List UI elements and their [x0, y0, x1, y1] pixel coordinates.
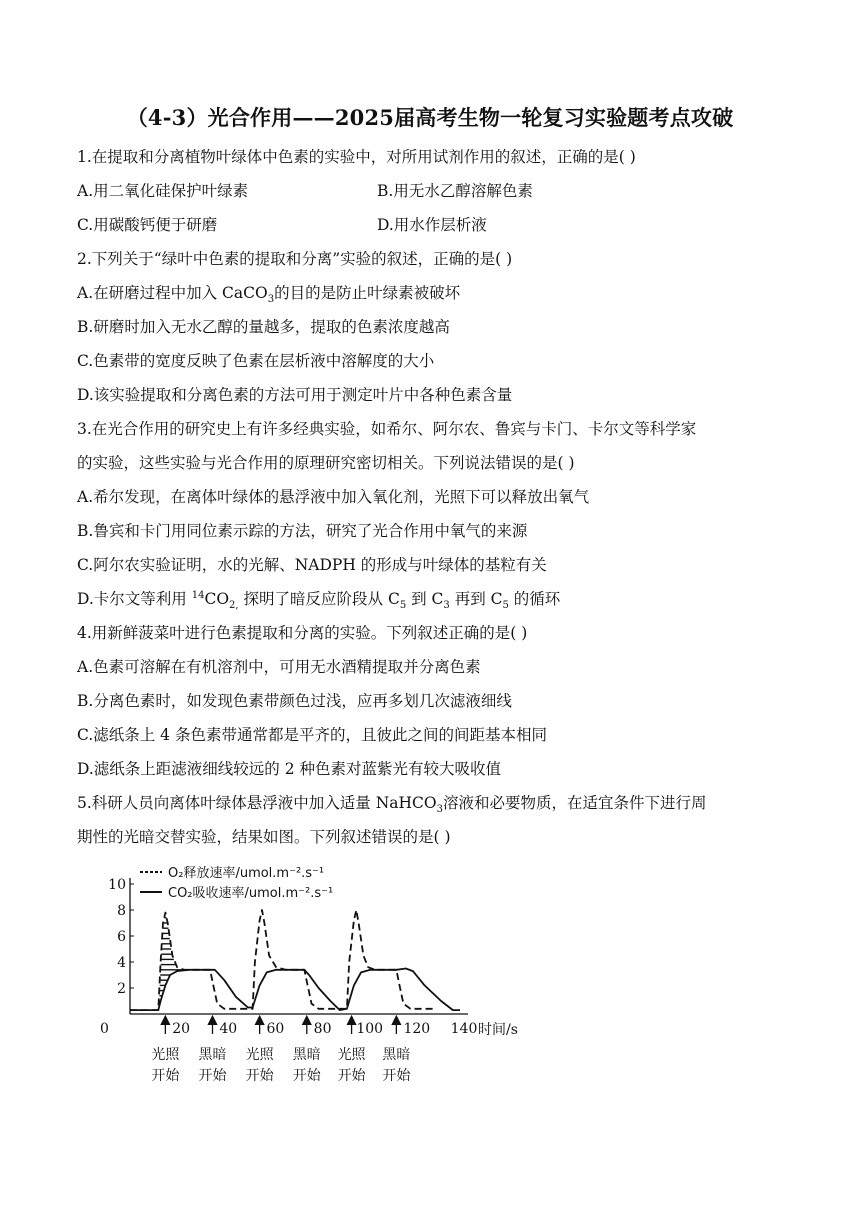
- rate-chart: [80, 852, 530, 1092]
- event-label: 黑暗: [382, 1047, 411, 1063]
- q4-stem: 4.用新鲜菠菜叶进行色素提取和分离的实验。下列叙述正确的是( ): [77, 624, 528, 642]
- q5-stem-line1: 5.科研人员向离体叶绿体悬浮液中加入适量 NaHCO$_3$溶液和必要物质，在适宜条件下进行周: [77, 794, 707, 816]
- q2-stem: 2.下列关于“绿叶中色素的提取和分离”实验的叙述，正确的是( ): [77, 250, 513, 268]
- q3-option-b: B.鲁宾和卡门用同位素示踪的方法，研究了光合作用中氧气的来源: [77, 522, 528, 540]
- event-label: 开始: [245, 1068, 274, 1084]
- q3-option-a: A.希尔发现，在离体叶绿体的悬浮液中加入氧化剂，光照下可以释放出氧气: [77, 488, 590, 506]
- q4-option-b: B.分离色素时，如发现色素带颜色过浅，应再多划几次滤液细线: [77, 692, 512, 710]
- x-axis-label: 时间/s: [478, 1022, 518, 1038]
- x-tick-label: 20: [172, 1021, 191, 1037]
- event-label: 开始: [151, 1068, 180, 1084]
- q4-option-c: C.滤纸条上 4 条色素带通常都是平齐的，且彼此之间的间距基本相同: [77, 726, 547, 744]
- q1-option-c: C.用碳酸钙便于研磨: [77, 216, 218, 234]
- q2-option-b: B.研磨时加入无水乙醇的量越多，提取的色素浓度越高: [77, 318, 450, 336]
- legend-label-o2: O₂释放速率/umol.m⁻².s⁻¹: [168, 866, 325, 881]
- q3-option-d: D.卡尔文等利用 $^{14}CO_{2,}$ 探明了暗反应阶段从 $C_5$ 到 $C_3$ 再到 $C_5$ 的循环: [77, 589, 561, 612]
- q1-stem: 1.在提取和分离植物叶绿体中色素的实验中，对所用试剂作用的叙述，正确的是( ): [77, 148, 636, 166]
- q5-stem-line2: 期性的光暗交替实验，结果如图。下列叙述错误的是( ): [77, 828, 451, 846]
- q2-option-d: D.该实验提取和分离色素的方法可用于测定叶片中各种色素含量: [77, 386, 513, 404]
- x-tick-label: 140: [450, 1021, 478, 1037]
- q3-option-c: C.阿尔农实验证明，水的光解、NADPH 的形成与叶绿体的基粒有关: [77, 556, 547, 574]
- x-tick-label: 120: [403, 1021, 431, 1037]
- y-tick-label: 8: [117, 903, 126, 919]
- q2-option-a: A.在研磨过程中加入 CaCO$_3$的目的是防止叶绿素被破坏: [77, 284, 461, 306]
- event-label: 光照: [337, 1047, 366, 1063]
- q1-option-d: D.用水作层析液: [377, 216, 487, 234]
- event-label: 黑暗: [292, 1047, 321, 1063]
- x-tick-label: 80: [313, 1021, 332, 1037]
- x-tick-label: 40: [219, 1021, 238, 1037]
- event-label: 开始: [382, 1068, 411, 1084]
- event-label: 光照: [151, 1047, 180, 1063]
- q2-option-c: C.色素带的宽度反映了色素在层析液中溶解度的大小: [77, 352, 435, 370]
- y-tick-label: 2: [117, 981, 126, 997]
- q3-stem-line1: 3.在光合作用的研究史上有许多经典实验，如希尔、阿尔农、鲁宾与卡门、卡尔文等科学家: [77, 420, 697, 438]
- x-tick-label: 100: [356, 1021, 384, 1037]
- x-tick-label: 60: [266, 1021, 285, 1037]
- event-label: 黑暗: [198, 1047, 227, 1063]
- co2-absorb-series: [130, 969, 460, 1011]
- page-title: （4-3）光合作用——2025届高考生物一轮复习实验题考点攻破: [126, 105, 734, 130]
- event-label: 开始: [198, 1068, 227, 1084]
- legend-label-co2: CO₂吸收速率/umol.m⁻².s⁻¹: [168, 886, 334, 901]
- event-label: 开始: [292, 1068, 321, 1084]
- y-tick-label: 4: [117, 955, 126, 971]
- q3-stem-line2: 的实验，这些实验与光合作用的原理研究密切相关。下列说法错误的是( ): [77, 454, 575, 472]
- y-tick-label: 6: [117, 929, 126, 945]
- q1-option-b: B.用无水乙醇溶解色素: [377, 182, 533, 200]
- q1-option-a: A.用二氧化硅保护叶绿素: [77, 182, 249, 200]
- o2-release-series: [130, 910, 436, 1010]
- y-tick-label: 10: [108, 877, 126, 893]
- event-label: 开始: [337, 1068, 366, 1084]
- q4-option-a: A.色素可溶解在有机溶剂中，可用无水酒精提取并分离色素: [77, 658, 481, 676]
- q4-option-d: D.滤纸条上距滤液细线较远的 2 种色素对蓝紫光有较大吸收值: [77, 760, 502, 778]
- event-label: 光照: [245, 1047, 274, 1063]
- x-tick-label: 0: [100, 1021, 109, 1037]
